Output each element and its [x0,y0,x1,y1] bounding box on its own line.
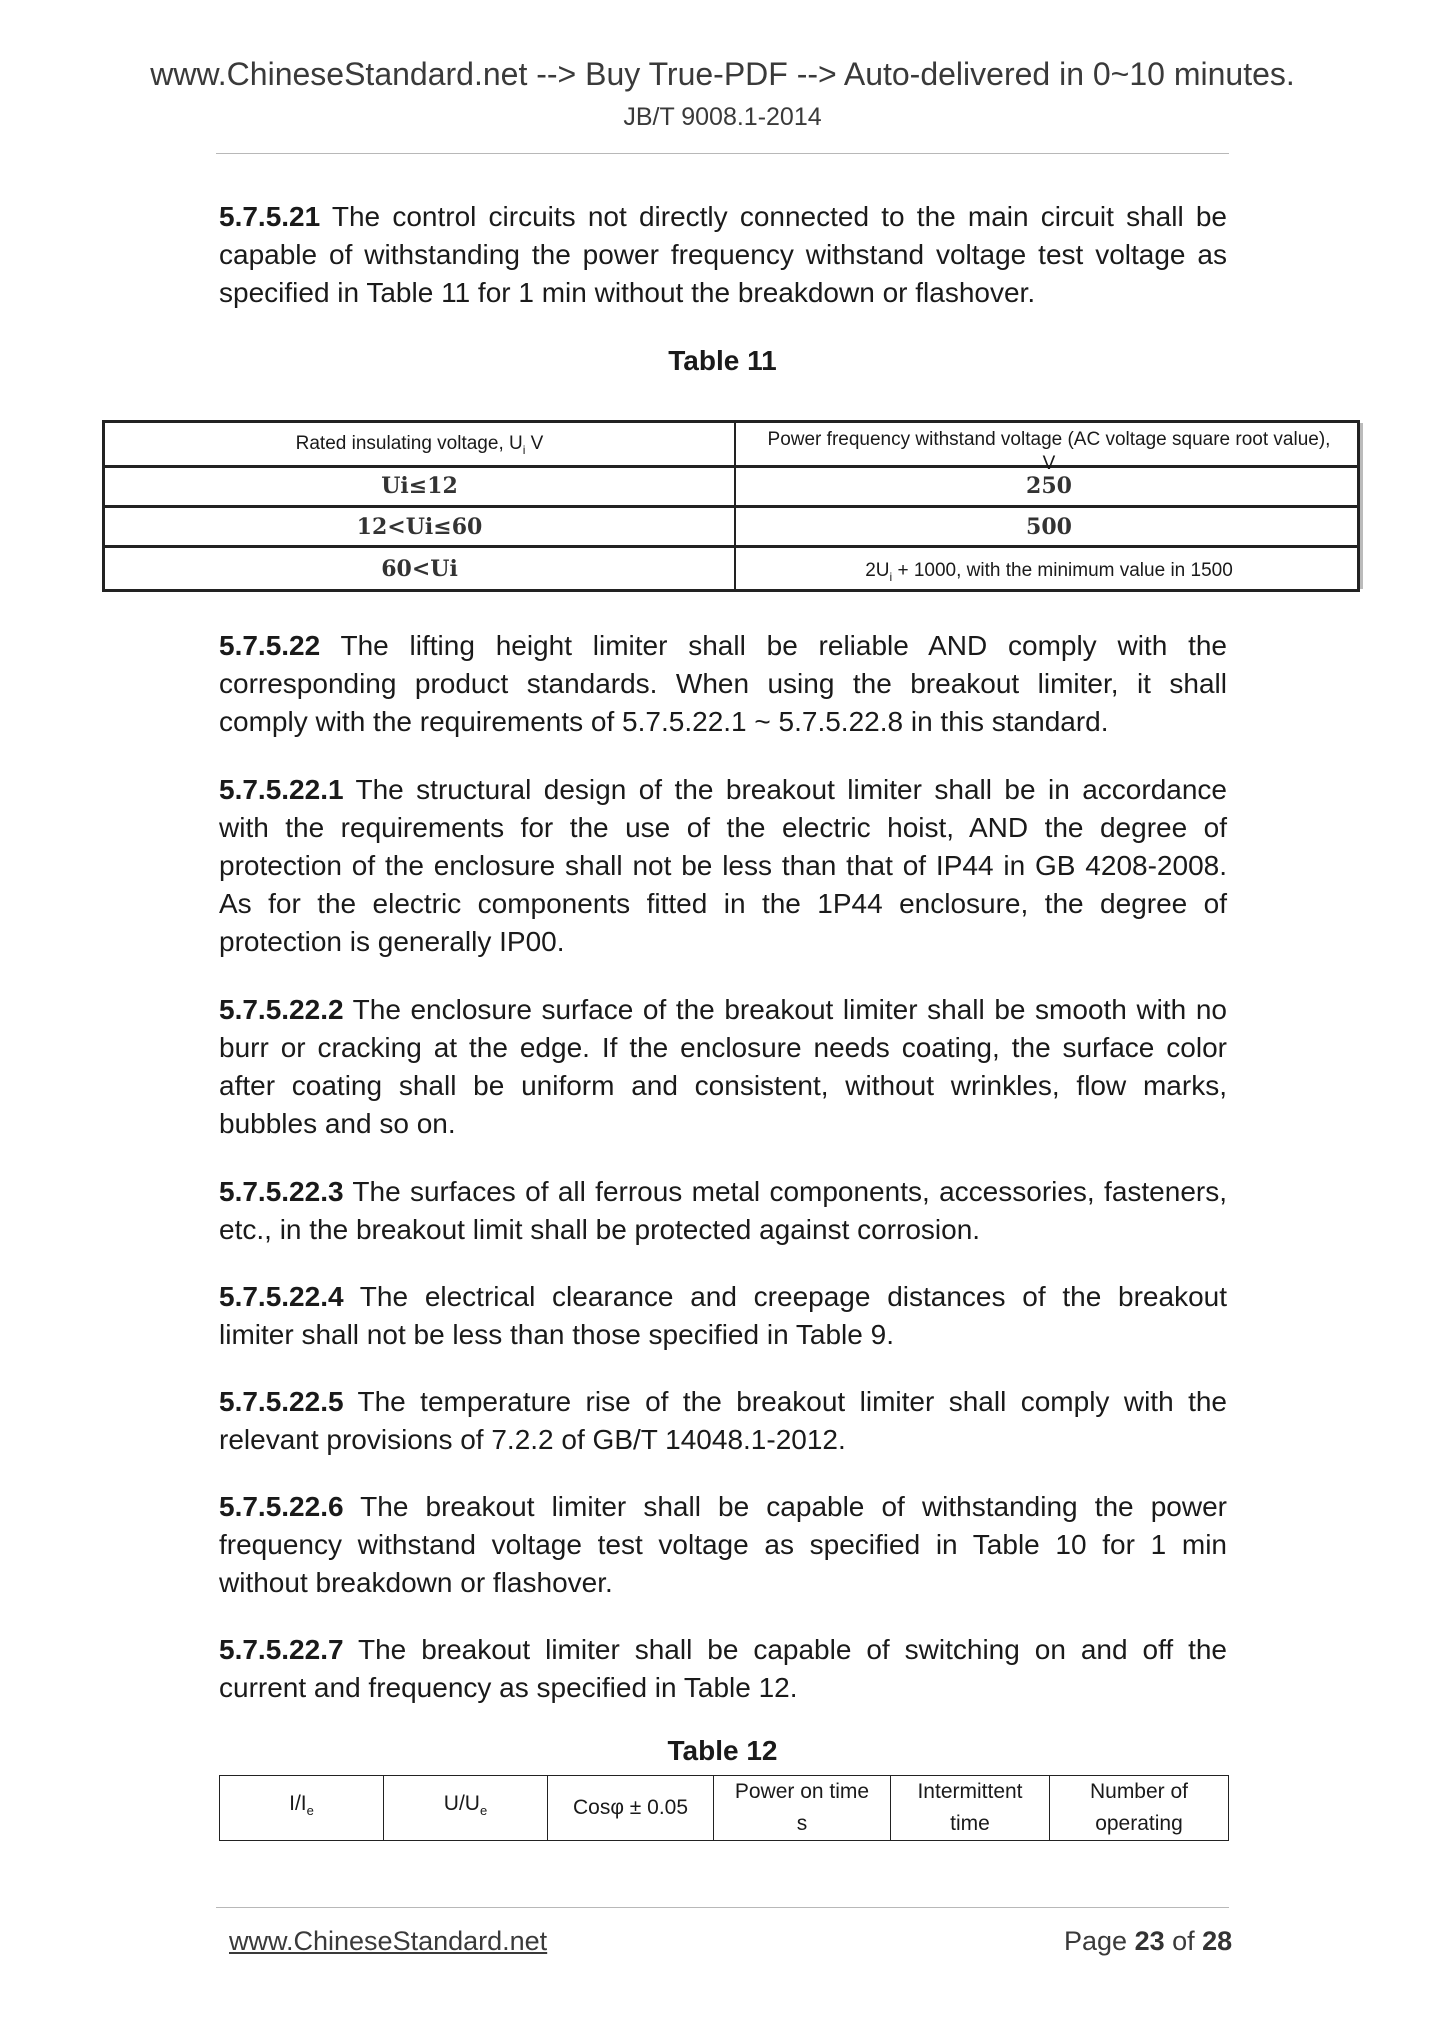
table12-caption: Table 12 [667,1735,778,1766]
table12-header-voltage-ratio: $U/U_e$ [384,1776,548,1841]
table11-cell-voltage: 500 [1026,514,1072,540]
clause-text: The control circuits not directly connected to the main circuit shall be capable of withstanding the power frequency withstand voltage test voltage as specified in Table 11 for 1 min without the breakdown or flashover. [219,201,1227,308]
table12-header-row [220,1776,1229,1841]
table12-header-current-ratio: $I/I_e$ [220,1776,384,1841]
clause-number: 5.7.5.22 [219,630,321,661]
clause-5-7-5-22-3 [219,1173,1227,1249]
clause-text: The structural design of the breakout limiter shall be in accordance with the requirements for the use of the electric hoist, AND the degree of protection of the enclosure shall not be less than that of IP44 in GB 4208-2008. As for the electric components fitted in the 1P44 enclosure, the degree of protection is generally IP00. [219,774,1227,957]
table11-caption: Table 11 [668,345,777,376]
table11-cell-range: Ui≤12 [381,473,458,499]
table11-row-divider [105,465,1357,468]
clause-number: 5.7.5.21 [219,201,321,232]
page-number: Page 23 of 28 [1064,1926,1233,1956]
clause-5-7-5-22-5 [219,1383,1227,1459]
clause-text: The lifting height limiter shall be reliable AND comply with the corresponding product standards. When using the breakout limiter, it shall comply with the requirements of 5.7.5.22.1 ~ 5.7.5.22.8 in this standard. [219,630,1227,737]
clause-5-7-5-22-1 [219,771,1227,961]
table11-cell-voltage: $2U_i + 1000$, with the minimum value in 1500 [865,560,1233,584]
clause-text: The surfaces of all ferrous metal components, accessories, fasteners, etc., in the breakout limit shall be protected against corrosion. [219,1176,1227,1245]
footer-divider [216,1907,1229,1908]
table11-cell-voltage: 250 [1026,473,1072,499]
table12-header-intermittent-time: Intermittent time [891,1776,1050,1841]
header-divider [216,153,1229,154]
clause-5-7-5-22-2 [219,991,1227,1143]
table12-header-operating-count: Number of operating [1050,1776,1229,1841]
clause-number: 5.7.5.22.4 [219,1281,344,1312]
table11-header-withstand-voltage: Power frequency withstand voltage (AC voltage square root value), V [767,429,1331,474]
table12-header-power-factor: Cosφ ± 0.05 [548,1776,714,1841]
table12-header-power-on-time: Power on time s [714,1776,891,1841]
table11-cell-range: 12<Ui≤60 [356,514,483,540]
table-12 [219,1775,1229,1841]
clause-number: 5.7.5.22.5 [219,1386,344,1417]
table11-cell-range: 60<Ui [381,556,458,582]
clause-5-7-5-22-4 [219,1278,1227,1354]
document-code: JB/T 9008.1-2014 [623,103,822,131]
clause-text: The enclosure surface of the breakout limiter shall be smooth with no burr or cracking at the edge. If the enclosure needs coating, the surface color after coating shall be uniform and consistent, without wrinkles, flow marks, bubbles and so on. [219,994,1227,1139]
clause-text: The breakout limiter shall be capable of switching on and off the current and frequency as specified in Table 12. [219,1634,1227,1703]
footer-site-link[interactable]: www.ChineseStandard.net [229,1926,548,1956]
clause-number: 5.7.5.22.3 [219,1176,344,1207]
clause-number: 5.7.5.22.7 [219,1634,344,1665]
table11-header-rated-voltage: Rated insulating voltage, $U_i$ V [295,433,544,457]
clause-text: The breakout limiter shall be capable of withstanding the power frequency withstand voltage test voltage as specified in Table 10 for 1 min without breakdown or flashover. [219,1491,1227,1598]
header-banner: www.ChineseStandard.net --> Buy True-PDF --> Auto-delivered in 0~10 minutes. [150,56,1295,92]
clause-text: The electrical clearance and creepage distances of the breakout limiter shall not be less than those specified in Table 9. [219,1281,1227,1350]
table11-row-divider [105,505,1357,508]
table11-row-divider [105,545,1357,548]
clause-number: 5.7.5.22.1 [219,774,344,805]
table-11 [102,420,1360,592]
clause-text: The temperature rise of the breakout limiter shall comply with the relevant provisions of 7.2.2 of GB/T 14048.1-2012. [219,1386,1227,1455]
clause-5-7-5-22 [219,627,1227,741]
clause-number: 5.7.5.22.6 [219,1491,344,1522]
clause-number: 5.7.5.22.2 [219,994,344,1025]
clause-5-7-5-21 [219,198,1227,312]
clause-5-7-5-22-7 [219,1631,1227,1707]
clause-5-7-5-22-6 [219,1488,1227,1602]
